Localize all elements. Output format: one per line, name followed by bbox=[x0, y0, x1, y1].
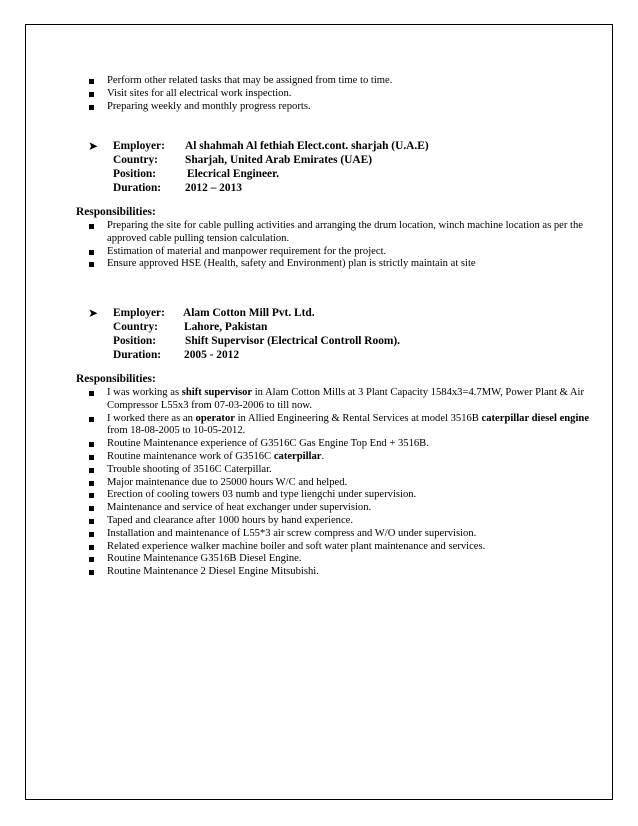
employment-block-2 bbox=[0, 306, 638, 362]
square-bullet-icon bbox=[89, 442, 94, 447]
employer-label: Employer: bbox=[113, 140, 165, 152]
duration-label: Duration: bbox=[113, 349, 162, 361]
square-bullet-icon bbox=[89, 105, 94, 110]
employment-block-1 bbox=[0, 139, 638, 195]
square-bullet-icon bbox=[89, 545, 94, 550]
country-value: Lahore, Pakistan bbox=[184, 321, 268, 333]
list-item: Erection of cooling towers 03 numb and type liengchi under supervision. bbox=[0, 489, 638, 502]
employer-name: Alam Cotton Mill Pvt. Ltd. bbox=[183, 307, 315, 319]
square-bullet-icon bbox=[89, 481, 94, 486]
list-item: Installation and maintenance of L55*3 air screw compress and W/O under supervision. bbox=[0, 528, 638, 541]
list-item: Visit sites for all electrical work inspection. bbox=[0, 88, 638, 101]
duration-value: 2012 – 2013 bbox=[185, 182, 242, 194]
list-item: Maintenance and service of heat exchanger under supervision. bbox=[0, 502, 638, 515]
list-item: Estimation of material and manpower requirement for the project. bbox=[0, 246, 638, 259]
list-item: Major maintenance due to 25000 hours W/C and helped. bbox=[0, 477, 638, 490]
country-label: Country: bbox=[113, 154, 158, 166]
employer-name: Al shahmah Al fethiah Elect.cont. sharjah (U.A.E) bbox=[185, 140, 429, 152]
square-bullet-icon bbox=[89, 92, 94, 97]
list-item: I was working as shift supervisor in Alam Cotton Mills at 3 Plant Capacity 1584x3=4.7MW, Power Plant & Air Compressor L55x3 from 07-03-2006 to till now. bbox=[0, 387, 638, 413]
list-item: Related experience walker machine boiler and soft water plant maintenance and services. bbox=[0, 541, 638, 554]
duration-label: Duration: bbox=[113, 182, 162, 194]
position-value: Elecrical Engineer. bbox=[187, 168, 279, 180]
position-value: Shift Supervisor (Electrical Controll Room). bbox=[185, 335, 401, 347]
square-bullet-icon bbox=[89, 468, 94, 473]
list-item: Taped and clearance after 1000 hours by hand experience. bbox=[0, 515, 638, 528]
previous-duties-list bbox=[0, 75, 638, 113]
responsibilities-list-1 bbox=[0, 220, 638, 271]
list-item: Preparing the site for cable pulling activities and arranging the drum location, winch machine location as per the approved cable pulling tension calculation. bbox=[0, 220, 638, 246]
list-item: Ensure approved HSE (Health, safety and Environment) plan is strictly maintain at site bbox=[0, 258, 638, 271]
position-label: Position: bbox=[113, 335, 157, 347]
square-bullet-icon bbox=[89, 557, 94, 562]
employer-label: Employer: bbox=[113, 307, 165, 319]
square-bullet-icon bbox=[89, 224, 94, 229]
responsibilities-list-2 bbox=[0, 387, 638, 579]
list-item: Preparing weekly and monthly progress reports. bbox=[0, 101, 638, 114]
position-label: Position: bbox=[113, 168, 157, 180]
list-item: Routine maintenance work of G3516C caterpillar. bbox=[0, 451, 638, 464]
responsibilities-heading-2: Responsibilities: bbox=[76, 373, 156, 385]
square-bullet-icon bbox=[89, 519, 94, 524]
square-bullet-icon bbox=[89, 79, 94, 84]
square-bullet-icon bbox=[89, 570, 94, 575]
square-bullet-icon bbox=[89, 493, 94, 498]
arrow-bullet-icon: ➤ bbox=[88, 139, 99, 153]
country-label: Country: bbox=[113, 321, 158, 333]
list-item: Trouble shooting of 3516C Caterpillar. bbox=[0, 464, 638, 477]
responsibilities-heading-1: Responsibilities: bbox=[76, 206, 156, 218]
list-item: I worked there as an operator in Allied Engineering & Rental Services at model 3516B caterpillar diesel engine from 18-08-2005 to 10-05-2012. bbox=[0, 413, 638, 439]
list-item: Routine Maintenance 2 Diesel Engine Mitsubishi. bbox=[0, 566, 638, 579]
square-bullet-icon bbox=[89, 417, 94, 422]
list-item: Perform other related tasks that may be assigned from time to time. bbox=[0, 75, 638, 88]
list-item: Routine Maintenance G3516B Diesel Engine. bbox=[0, 553, 638, 566]
country-value: Sharjah, United Arab Emirates (UAE) bbox=[185, 154, 372, 166]
list-item: Routine Maintenance experience of G3516C Gas Engine Top End + 3516B. bbox=[0, 438, 638, 451]
square-bullet-icon bbox=[89, 250, 94, 255]
duration-value: 2005 - 2012 bbox=[184, 349, 240, 361]
arrow-bullet-icon: ➤ bbox=[88, 306, 99, 320]
square-bullet-icon bbox=[89, 455, 94, 460]
square-bullet-icon bbox=[89, 262, 94, 267]
square-bullet-icon bbox=[89, 506, 94, 511]
square-bullet-icon bbox=[89, 391, 94, 396]
square-bullet-icon bbox=[89, 532, 94, 537]
